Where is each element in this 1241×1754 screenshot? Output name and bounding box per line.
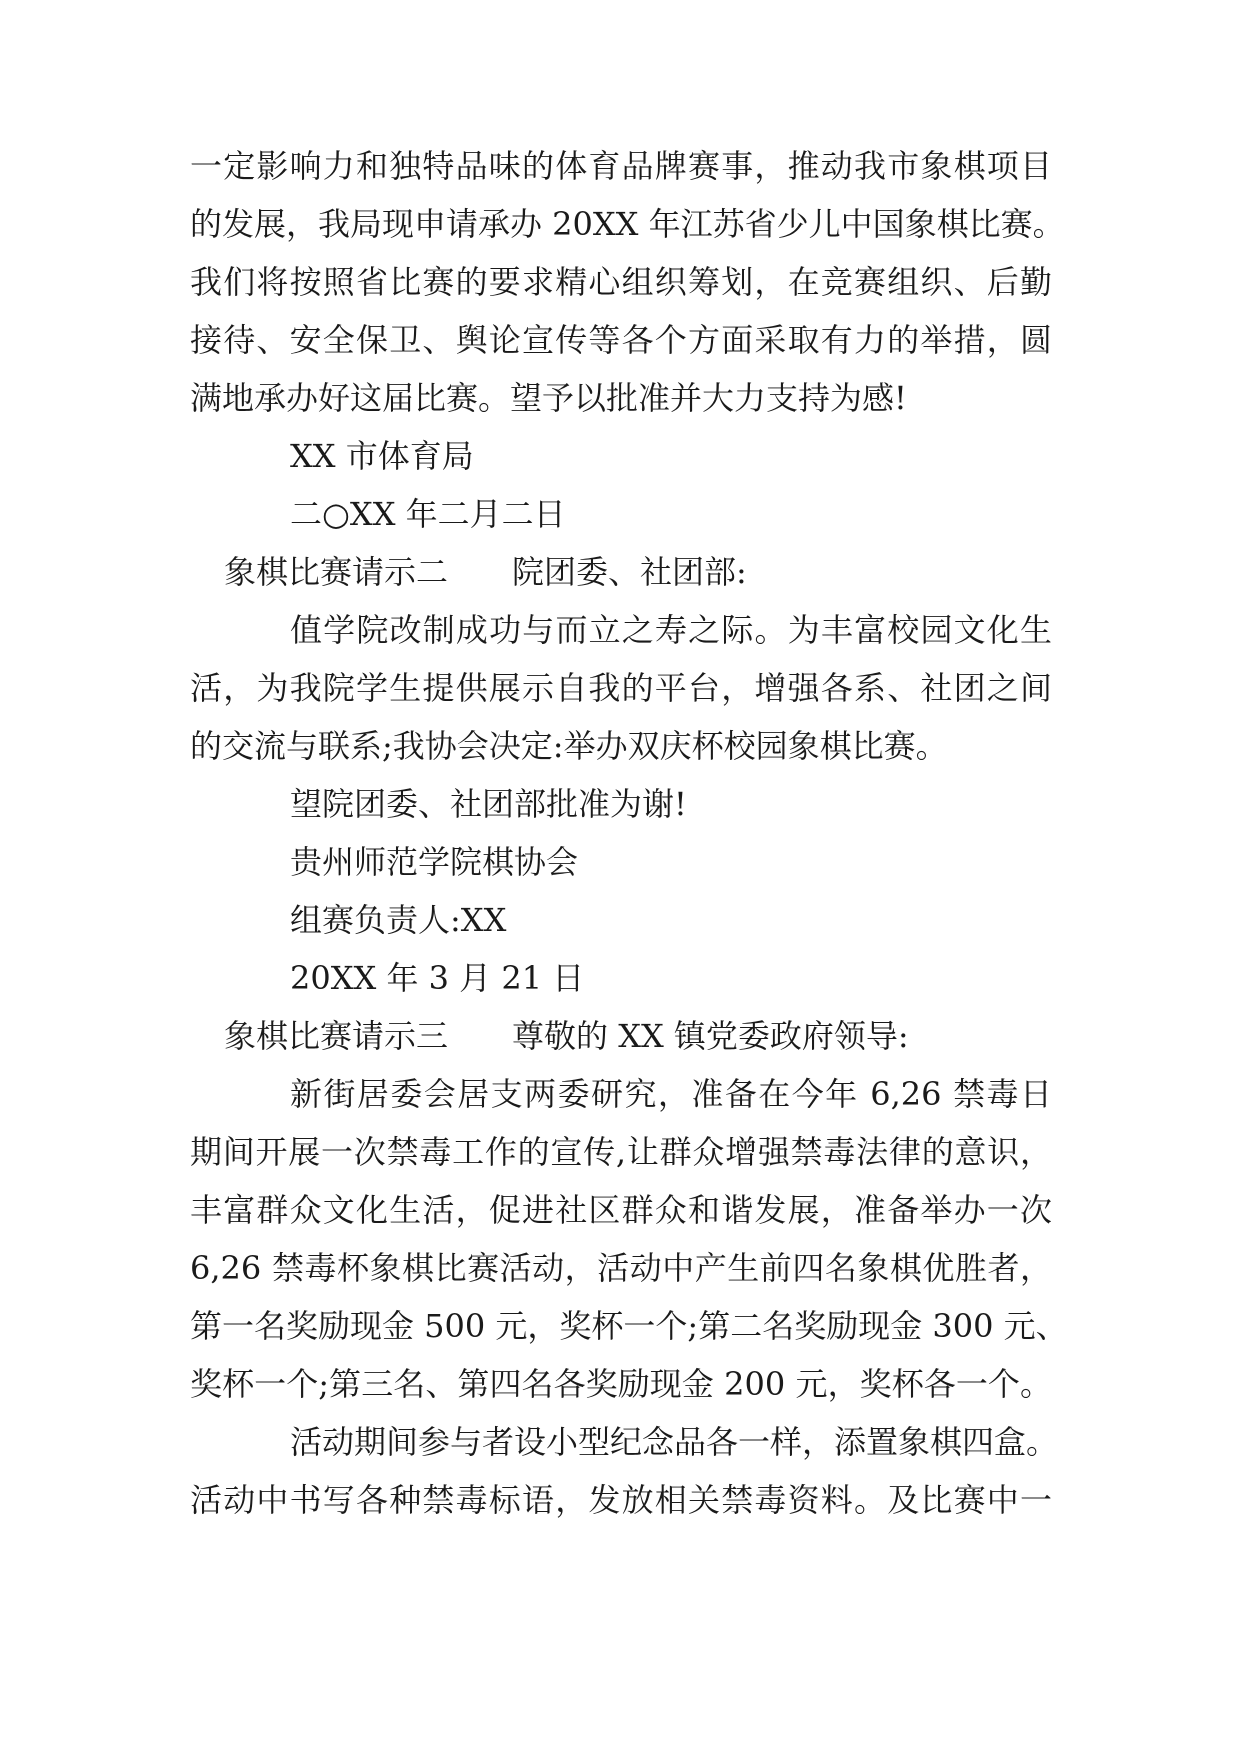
paragraph-line: 期间开展一次禁毒工作的宣传,让群众增强禁毒法律的意识，: [190, 1133, 1052, 1171]
section-title: 象棋比赛请示二: [224, 553, 449, 591]
signature-organization: XX 市体育局: [290, 437, 474, 475]
paragraph-line: 的发展，我局现申请承办 20XX 年江苏省少儿中国象棋比赛。: [190, 205, 1065, 243]
paragraph-line: 奖杯一个;第三名、第四名各奖励现金 200 元，奖杯各一个。: [190, 1365, 1052, 1403]
recipient: 尊敬的 XX 镇党委政府领导:: [512, 1017, 909, 1055]
section-heading-2: [224, 552, 747, 592]
paragraph-line: 活动中书写各种禁毒标语，发放相关禁毒资料。及比赛中一: [190, 1481, 1052, 1519]
paragraph-line: 满地承办好这届比赛。望予以批准并大力支持为感!: [190, 379, 907, 417]
signature-organization: 贵州师范学院棋协会: [290, 843, 579, 881]
paragraph-line: 活动期间参与者设小型纪念品各一样，添置象棋四盒。: [290, 1423, 1059, 1461]
paragraph-line: 的交流与联系;我协会决定:举办双庆杯校园象棋比赛。: [190, 727, 948, 765]
paragraph-line: 活，为我院学生提供展示自我的平台，增强各系、社团之间: [190, 669, 1052, 707]
signature-date: 20XX 年 3 月 21 日: [290, 959, 585, 997]
signature-person: 组赛负责人:XX: [290, 901, 507, 939]
paragraph-line: 第一名奖励现金 500 元，奖杯一个;第二名奖励现金 300 元、: [190, 1307, 1068, 1345]
paragraph-line: 接待、安全保卫、舆论宣传等各个方面采取有力的举措，圆: [190, 321, 1052, 359]
paragraph-line: 一定影响力和独特品味的体育品牌赛事，推动我市象棋项目: [190, 147, 1052, 185]
paragraph-line: 我们将按照省比赛的要求精心组织筹划，在竞赛组织、后勤: [190, 263, 1052, 301]
section-heading-3: [224, 1016, 909, 1056]
recipient: 院团委、社团部:: [512, 553, 747, 591]
paragraph-line: 丰富群众文化生活，促进社区群众和谐发展，准备举办一次: [190, 1191, 1052, 1229]
paragraph-line: 6,26 禁毒杯象棋比赛活动，活动中产生前四名象棋优胜者，: [190, 1249, 1052, 1287]
section-title: 象棋比赛请示三: [224, 1017, 449, 1055]
paragraph-line: 望院团委、社团部批准为谢!: [290, 785, 687, 823]
paragraph-line: 值学院改制成功与而立之寿之际。为丰富校园文化生: [290, 611, 1052, 649]
signature-date: 二○XX 年二月二日: [290, 495, 566, 533]
paragraph-line: 新街居委会居支两委研究，准备在今年 6,26 禁毒日: [290, 1075, 1052, 1113]
